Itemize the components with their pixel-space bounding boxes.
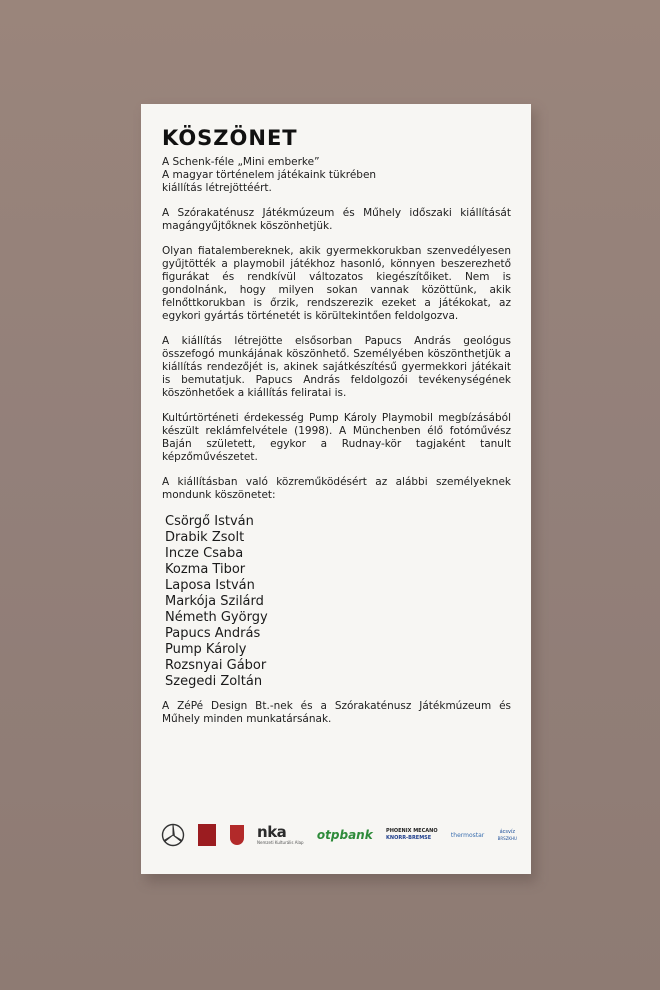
sponsor-logos xyxy=(161,818,517,852)
otpbank-logo-text: otpbank xyxy=(316,828,373,842)
list-item: Markója Szilárd xyxy=(165,594,264,609)
sign-paragraph: A kiállítás létrejötte elsősorban Papucs András geológus összefogó munkájának köszönhető. Személyében köszönthetjük a kiállítás rendezőjét is, akinek sajátkészítésű gyermekkori játékait is bemutatjuk. Papucs András feldolgozói tevékenységének köszönhetőek a kiállítás feliratai is. xyxy=(162,335,511,399)
coat-of-arms-icon xyxy=(230,825,244,845)
exhibition-sign xyxy=(141,104,531,874)
sign-title: KÖSZÖNET xyxy=(162,126,298,150)
sign-paragraph: A Szórakaténusz Játékmúzeum és Műhely időszaki kiállítását magángyűjtőknek köszönhetjük. xyxy=(162,207,511,232)
thermostar-logo-text: thermostar xyxy=(450,831,485,839)
list-item: Laposa István xyxy=(165,578,255,593)
list-item: Szegedi Zoltán xyxy=(165,674,263,689)
acsviz-logo xyxy=(498,829,517,841)
sign-paragraph: Kultúrtörténeti érdekesség Pump Károly Playmobil megbízásából készült reklámfelvétele (1998). A Münchenben élő fotóművész Baján született, egykor a Rudnay-kör tagjaként tanult képzőművészetet. xyxy=(162,412,511,463)
nka-logo-subtitle: Nemzeti Kulturális Alap xyxy=(257,840,304,845)
list-item: Papucs András xyxy=(165,626,261,641)
list-item: Németh György xyxy=(165,610,268,625)
sign-paragraph: A kiállításban való közreműködésért az alábbi személyeknek mondunk köszönetet: xyxy=(162,476,511,501)
list-item: Drabik Zsolt xyxy=(165,530,245,545)
red-emblem-icon xyxy=(198,824,216,846)
acsviz-logo-subtitle: BRSZKHU xyxy=(497,836,517,841)
list-item: Incze Csaba xyxy=(165,546,244,561)
nka-logo xyxy=(257,825,304,845)
names-list xyxy=(165,514,511,690)
list-item: Rozsnyai Gábor xyxy=(165,658,267,673)
thermostar-logo xyxy=(451,832,484,839)
sign-closing: A ZéPé Design Bt.-nek és a Szórakaténusz Játékmúzeum és Műhely minden munkatársának. xyxy=(162,700,511,725)
phoenix-knorr-logo xyxy=(386,828,438,842)
mercedes-logo-icon xyxy=(161,823,185,847)
list-item: Csörgő István xyxy=(165,514,254,529)
sign-intro: A Schenk-féle „Mini emberke” A magyar történelem játékaink tükrében kiállítás létrejöttéért. xyxy=(162,156,377,194)
knorr-logo-text: KNORR-BREMSE xyxy=(386,835,432,841)
sign-paragraph: Olyan fiatalembereknek, akik gyermekkorukban szenvedélyesen gyűjtötték a playmobil játékhoz hasonló, könnyen beszerezhető figurákat és rendkívül változatos kiegészítőiket. Nem is gondolnánk, hogy milyen sokan vannak közöttünk, akik felnőttkorukban is őrzik, rendszerezik ezeket a játékokat, az egykori gyártás történetét is körültekintően feldolgozva. xyxy=(162,245,511,322)
otpbank-logo xyxy=(317,828,373,842)
list-item: Pump Károly xyxy=(165,642,247,657)
phoenix-logo-text: PHOENIX MECANO xyxy=(386,828,438,834)
list-item: Kozma Tibor xyxy=(165,562,246,577)
acsviz-logo-text: ácsvíz xyxy=(499,829,515,835)
nka-logo-text: nka xyxy=(257,823,287,841)
